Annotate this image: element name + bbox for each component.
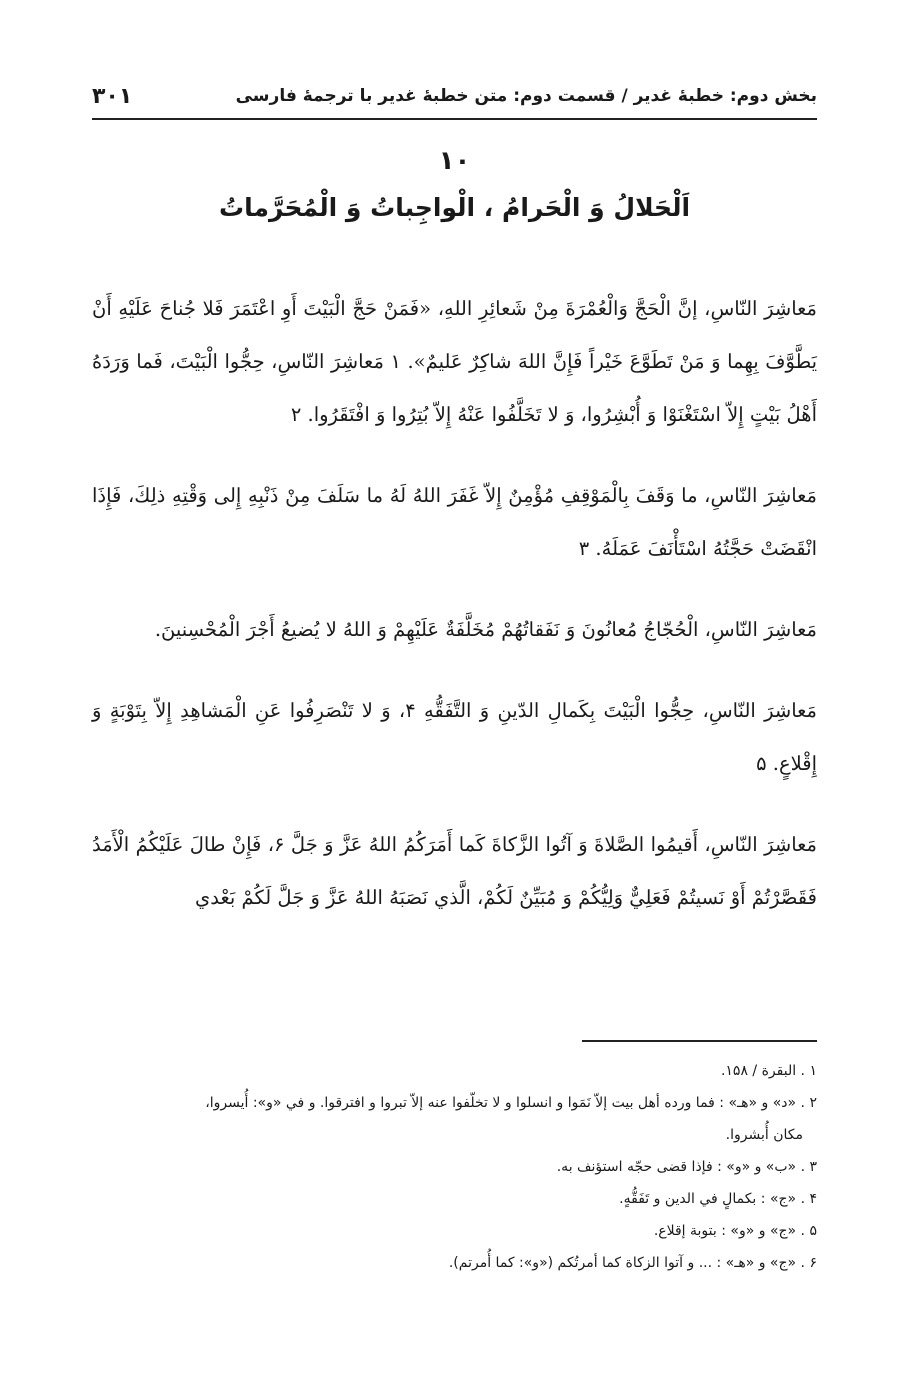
book-page — [92, 0, 817, 1390]
footnote: ۳ . «ب» و «و» : فإذا قضى حجّه استؤنف به. — [556, 1159, 817, 1175]
paragraph: مَعاشِرَ النّاسِ، أَقيمُوا الصَّلاةَ وَ آتُوا الزَّكاةَ كَما أَمَرَكُمُ اللهُ عَزَّ وَ جَلَّ ۶، فَإِنْ طالَ عَلَيْكُمُ الْأَمَدُ فَقَصَّرْتُمْ أَوْ نَسيتُمْ فَعَلِيٌّ وَلِيُّكُمْ وَ مُبَيِّنٌ لَكُمْ، الَّذي نَصَبَهُ اللهُ عَزَّ وَ جَلَّ لَكُمْ بَعْدي — [92, 833, 817, 909]
footnote-divider — [582, 1040, 817, 1042]
footnote: ۵ . «ج» و «و» : بتوبة إقلاع. — [653, 1223, 817, 1239]
sermon-text — [92, 282, 817, 952]
footnote: ۴ . «ج» : بكمالٍ في الدين و تَفَقُّهٍ. — [619, 1191, 817, 1207]
footnote: ۶ . «ج» و «هـ» : ... و آتوا الزكاة كما أمرتُكم («و»: كما أُمرتم). — [448, 1255, 817, 1271]
paragraph: مَعاشِرَ النّاسِ، حِجُّوا الْبَيْتَ بِكَمالِ الدّينِ وَ التَّفَقُّهِ ۴، وَ لا تَنْصَرِفُوا عَنِ الْمَشاهِدِ إِلاّ بِتَوْبَةٍ وَ إِقْلاعٍ. ۵ — [92, 699, 817, 775]
footnote: ۱ . البقرة / ۱۵۸. — [720, 1063, 817, 1079]
footnotes — [92, 1056, 817, 1280]
running-header — [92, 78, 817, 114]
footnote: ۲ . «د» و «هـ» : فما ورده أهل بيت إلاّ نَمَوا و انسلوا و لا تخلّفوا عنه إلاّ تبروا و افترقوا. و في «و»: أُيسروا، — [205, 1095, 817, 1111]
footnote-continuation: مكان أُبشروا. — [725, 1127, 803, 1143]
paragraph: مَعاشِرَ النّاسِ، ما وَقَفَ بِالْمَوْقِفِ مُؤْمِنٌ إِلاّ غَفَرَ اللهُ لَهُ ما سَلَفَ مِنْ ذَنْبِهِ إِلى وَقْتِهِ ذلِكَ، فَإِذَا انْقَضَتْ حَجَّتُهُ اسْتَأْنَفَ عَمَلَهُ. ۳ — [92, 484, 817, 560]
running-header-title: بخش دوم: خطبهٔ غدیر / قسمت دوم: متن خطبهٔ غدیر با ترجمهٔ فارسی — [235, 86, 817, 106]
paragraph: مَعاشِرَ النّاسِ، إنَّ الْحَجَّ وَالْعُمْرَةَ مِنْ شَعائِرِ اللهِ، «فَمَنْ حَجَّ الْبَيْتَ أَوِ اعْتَمَرَ فَلا جُناحَ عَلَيْهِ أَنْ يَطَّوَّفَ بِهِما وَ مَنْ تَطَوَّعَ خَيْراً فَإِنَّ اللهَ شاكِرٌ عَليمٌ». ۱ مَعاشِرَ النّاسِ، حِجُّوا الْبَيْتَ، فَما وَرَدَهُ أَهْلُ بَيْتٍ إِلاّ اسْتَغْنَوْا وَ أُبْشِرُوا، وَ لا تَخَلَّفُوا عَنْهُ إِلاّ بُتِرُوا وَ افْتَقَرُوا. ۲ — [92, 297, 817, 426]
page-number: ۳۰۱ — [92, 83, 133, 109]
section-title: اَلْحَلالُ وَ الْحَرامُ ، الْواجِباتُ وَ الْمُحَرَّماتُ — [218, 193, 691, 222]
section-number: ۱۰ — [438, 146, 471, 176]
paragraph: مَعاشِرَ النّاسِ، الْحُجّاجُ مُعانُونَ وَ نَفَقاتُهُمْ مُخَلَّفَةٌ عَلَيْهِمْ وَ اللهُ لا يُضيعُ أَجْرَ الْمُحْسِنينَ. — [154, 618, 817, 641]
header-divider — [92, 118, 817, 120]
